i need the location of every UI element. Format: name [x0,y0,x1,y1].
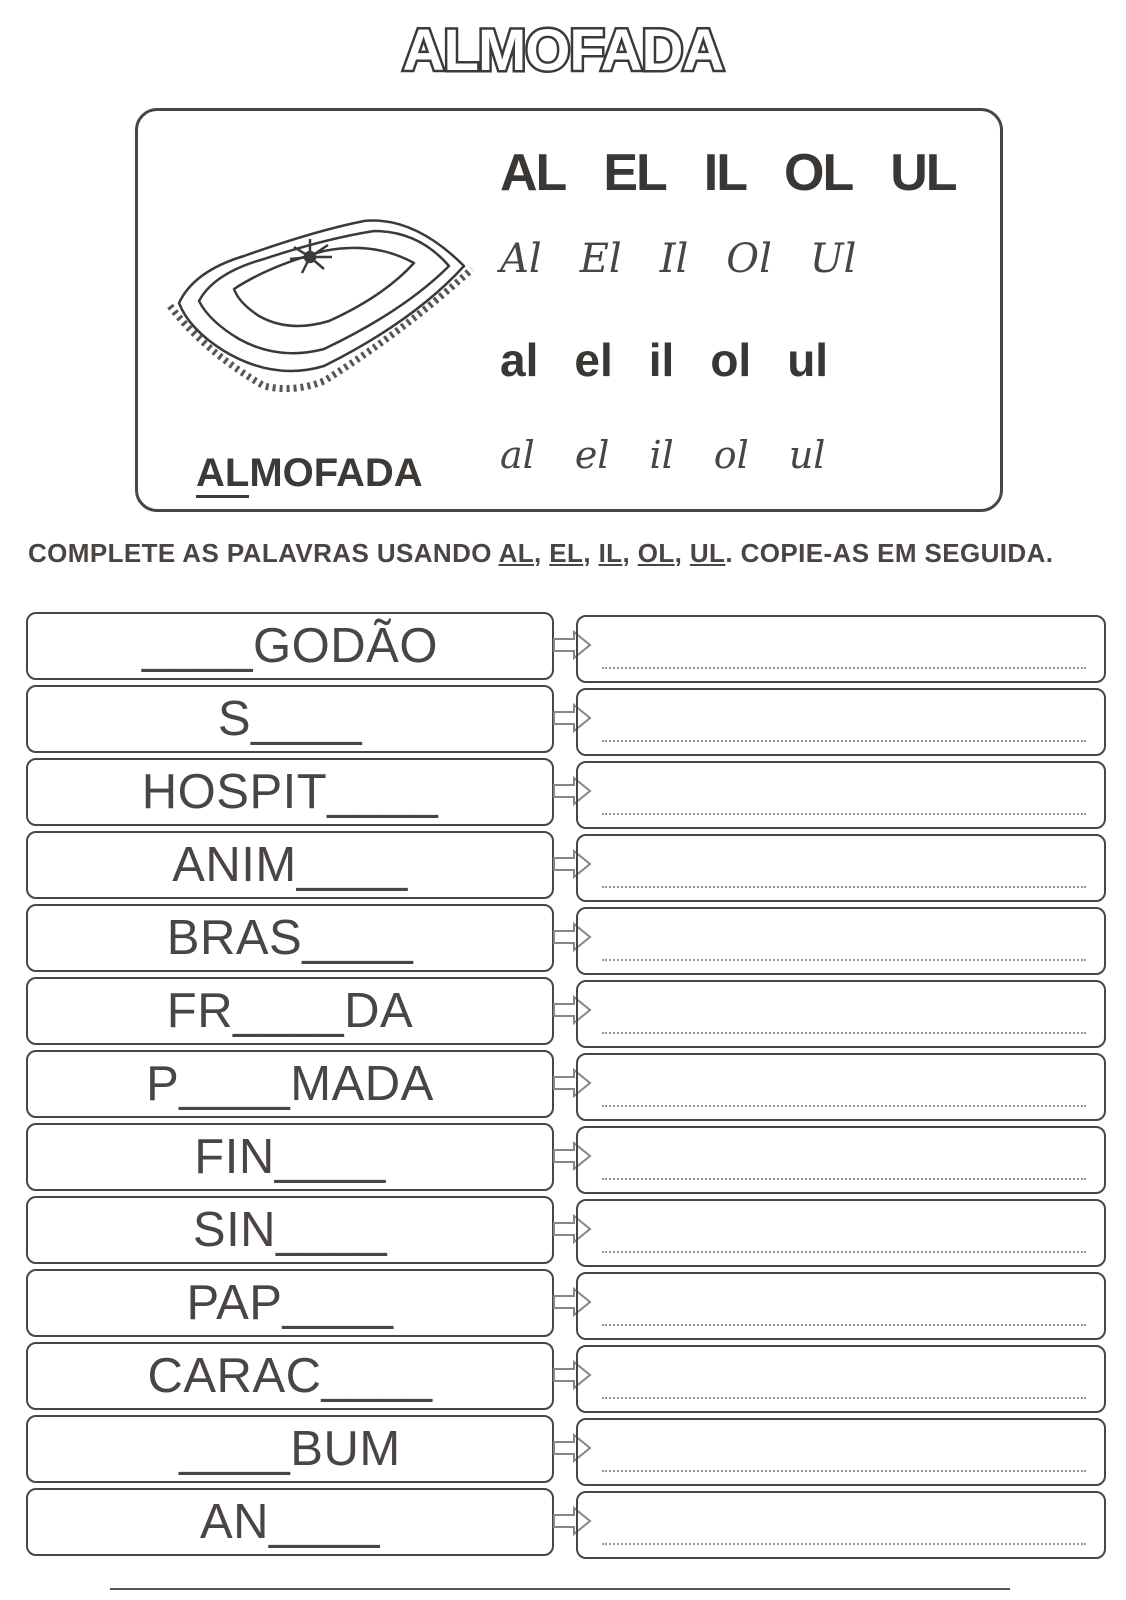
word-prompt: P____MADA [26,1050,554,1118]
syllable: el [574,334,613,386]
word-prompt: FR____DA [26,977,554,1045]
instruction-option: EL [549,538,584,568]
caption-rest: MOFADA [249,451,423,495]
syllables-cursive-lowercase [500,433,865,477]
syllable: Al [500,236,542,282]
syllable: il [649,433,674,477]
copy-answer-field[interactable] [576,1199,1106,1267]
word-prompt: HOSPIT____ [26,758,554,826]
writing-guide-line [602,959,1086,961]
copy-answer-field[interactable] [576,1053,1106,1121]
writing-guide-line [602,1251,1086,1253]
writing-guide-line [602,1397,1086,1399]
copy-answer-field[interactable] [576,1126,1106,1194]
instruction-option: IL [598,538,623,568]
syllable: Il [659,236,689,282]
copy-answer-field[interactable] [576,980,1106,1048]
syllable: Ul [809,236,857,282]
copy-answer-field[interactable] [576,834,1106,902]
exercise-row [26,1196,1116,1264]
worksheet-title [0,10,1126,90]
instruction-option: AL [498,538,535,568]
word-prompt: S____ [26,685,554,753]
exercise-row [26,1123,1116,1191]
caption-underlined: AL [196,451,249,498]
copy-answer-field[interactable] [576,1345,1106,1413]
syllable: il [648,334,675,386]
word-prompt: ____GODÃO [26,612,554,680]
writing-guide-line [602,886,1086,888]
syllable: ul [788,433,826,477]
syllable: UL [890,144,956,202]
syllable: el [574,433,610,477]
syllable: ul [787,334,829,386]
syllables-lowercase [500,333,864,387]
writing-guide-line [602,1032,1086,1034]
exercise-row [26,1488,1116,1556]
syllable: al [500,433,535,477]
syllable: IL [703,144,746,202]
word-prompt: CARAC____ [26,1342,554,1410]
exercise-row [26,758,1116,826]
writing-guide-line [602,1178,1086,1180]
copy-answer-field[interactable] [576,688,1106,756]
syllable: OL [784,144,853,202]
exercise-row [26,904,1116,972]
word-prompt: AN____ [26,1488,554,1556]
syllable: EL [603,144,666,202]
writing-guide-line [602,1105,1086,1107]
exercise-row [26,1050,1116,1118]
exercise-row [26,831,1116,899]
writing-guide-line [602,667,1086,669]
word-prompt: SIN____ [26,1196,554,1264]
exercise-row [26,1269,1116,1337]
syllable-panel [135,108,1003,512]
title-text: ALMOFADA [402,18,724,83]
copy-answer-field[interactable] [576,1418,1106,1486]
syllable: Ol [726,236,772,282]
exercise-row [26,685,1116,753]
syllables-uppercase [500,143,994,203]
word-prompt: FIN____ [26,1123,554,1191]
instruction-option: OL [637,538,675,568]
instruction-prefix: COMPLETE AS PALAVRAS USANDO [28,538,499,568]
exercise-row [26,1415,1116,1483]
writing-guide-line [602,1470,1086,1472]
syllables-cursive-uppercase [500,236,894,282]
copy-answer-field[interactable] [576,907,1106,975]
instruction-text: COMPLETE AS PALAVRAS USANDO AL, EL, IL, OL, UL. COPIE-AS EM SEGUIDA. [28,538,1054,568]
copy-answer-field[interactable] [576,761,1106,829]
word-prompt: ANIM____ [26,831,554,899]
syllable: ol [713,433,749,477]
syllable: ol [710,334,752,386]
instruction-suffix: . COPIE-AS EM SEGUIDA. [725,538,1054,568]
copy-answer-field[interactable] [576,1491,1106,1559]
writing-guide-line [602,740,1086,742]
syllable: al [500,334,539,386]
copy-answer-field[interactable] [576,615,1106,683]
writing-guide-line [602,1324,1086,1326]
instruction-option: UL [689,538,726,568]
word-prompt: PAP____ [26,1269,554,1337]
writing-guide-line [602,1543,1086,1545]
copy-answer-field[interactable] [576,1272,1106,1340]
writing-guide-line [602,813,1086,815]
word-prompt: BRAS____ [26,904,554,972]
syllable: AL [500,144,566,202]
exercise-row [26,612,1116,680]
exercise-row [26,977,1116,1045]
picture-caption [196,451,423,496]
word-prompt: ____BUM [26,1415,554,1483]
page-bottom-rule [110,1588,1010,1590]
exercise-row [26,1342,1116,1410]
pillow-illustration [164,211,484,396]
syllable: El [579,236,622,282]
